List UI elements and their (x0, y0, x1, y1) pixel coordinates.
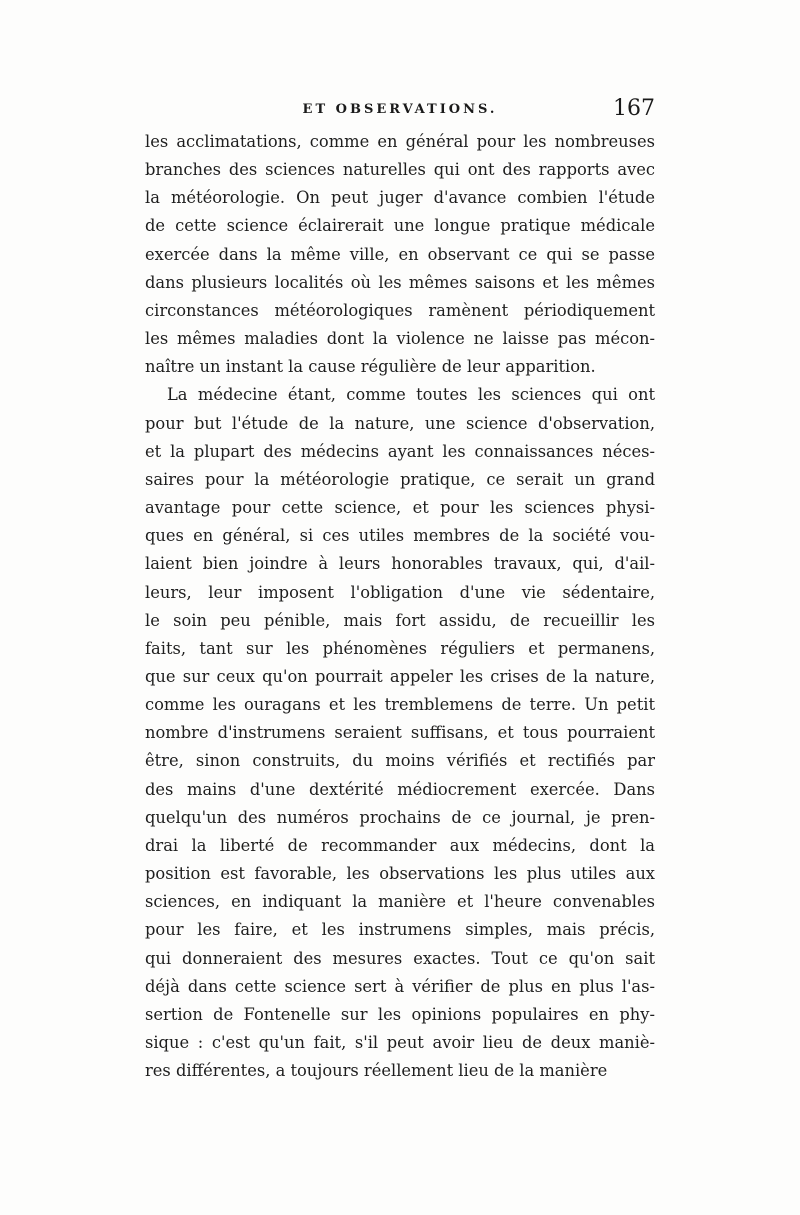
text-line: branches des sciences naturelles qui ont des rapports avec (145, 160, 655, 180)
text-line: être, sinon construits, du moins vérifiés et rectifiés par (145, 751, 655, 771)
text-line: la météorologie. On peut juger d'avance combien l'étude (145, 188, 655, 208)
page-header (145, 96, 655, 126)
text-line: et la plupart des médecins ayant les connaissances néces- (145, 441, 655, 461)
paragraph-1 (145, 128, 655, 381)
text-line: les acclimatations, comme en général pour les nombreuses (145, 132, 655, 151)
page-number: 167 (613, 96, 655, 121)
text-line: drai la liberté de recommander aux médecins, dont la (145, 835, 655, 855)
text-line: faits, tant sur les phénomènes réguliers et permanens, (145, 638, 655, 658)
text-line: avantage pour cette science, et pour les sciences physi- (145, 498, 655, 518)
text-line: naître un instant la cause régulière de leur apparition. (145, 357, 596, 377)
text-line: leurs, leur imposent l'obligation d'une vie sédentaire, (145, 582, 655, 602)
text-line: sciences, en indiquant la manière et l'heure convenables (145, 892, 655, 912)
text-line: exercée dans la même ville, en observant ce qui se passe (145, 244, 655, 264)
text-line: La médecine étant, comme toutes les sciences qui ont (167, 385, 655, 405)
text-line: déjà dans cette science sert à vérifier de plus en plus l'as- (145, 976, 655, 996)
text-line: res différentes, a toujours réellement lieu de la manière (145, 1061, 608, 1081)
text-line: nombre d'instrumens seraient suffisans, et tous pourraient (145, 723, 655, 743)
text-line: des mains d'une dextérité médiocrement exercée. Dans (145, 779, 655, 799)
body-text (145, 128, 655, 1085)
text-line: sertion de Fontenelle sur les opinions populaires en phy- (145, 1004, 655, 1024)
text-line: pour les faire, et les instrumens simples, mais précis, (145, 920, 655, 940)
text-line: ques en général, si ces utiles membres de la société vou- (145, 526, 655, 546)
running-head: ET OBSERVATIONS. (302, 102, 498, 117)
text-line: que sur ceux qu'on pourrait appeler les crises de la nature, (145, 666, 655, 686)
text-line: circonstances météorologiques ramènent périodiquement (145, 300, 655, 320)
text-line: dans plusieurs localités où les mêmes saisons et les mêmes (145, 272, 655, 292)
text-line: de cette science éclairerait une longue pratique médicale (145, 216, 655, 236)
text-line: comme les ouragans et les tremblemens de terre. Un petit (145, 695, 655, 715)
text-line: quelqu'un des numéros prochains de ce journal, je pren- (145, 807, 655, 827)
text-line: saires pour la météorologie pratique, ce serait un grand (145, 469, 655, 489)
text-line: le soin peu pénible, mais fort assidu, de recueillir les (145, 610, 655, 630)
text-line: qui donneraient des mesures exactes. Tout ce qu'on sait (145, 948, 655, 968)
text-line: laient bien joindre à leurs honorables travaux, qui, d'ail- (145, 554, 655, 574)
text-line: position est favorable, les observations les plus utiles aux (145, 864, 655, 884)
text-line: pour but l'étude de la nature, une science d'observation, (145, 413, 655, 433)
text-line: sique : c'est qu'un fait, s'il peut avoir lieu de deux maniè- (145, 1033, 655, 1052)
text-line: les mêmes maladies dont la violence ne laisse pas mécon- (145, 329, 655, 349)
paragraph-2 (145, 381, 655, 1085)
